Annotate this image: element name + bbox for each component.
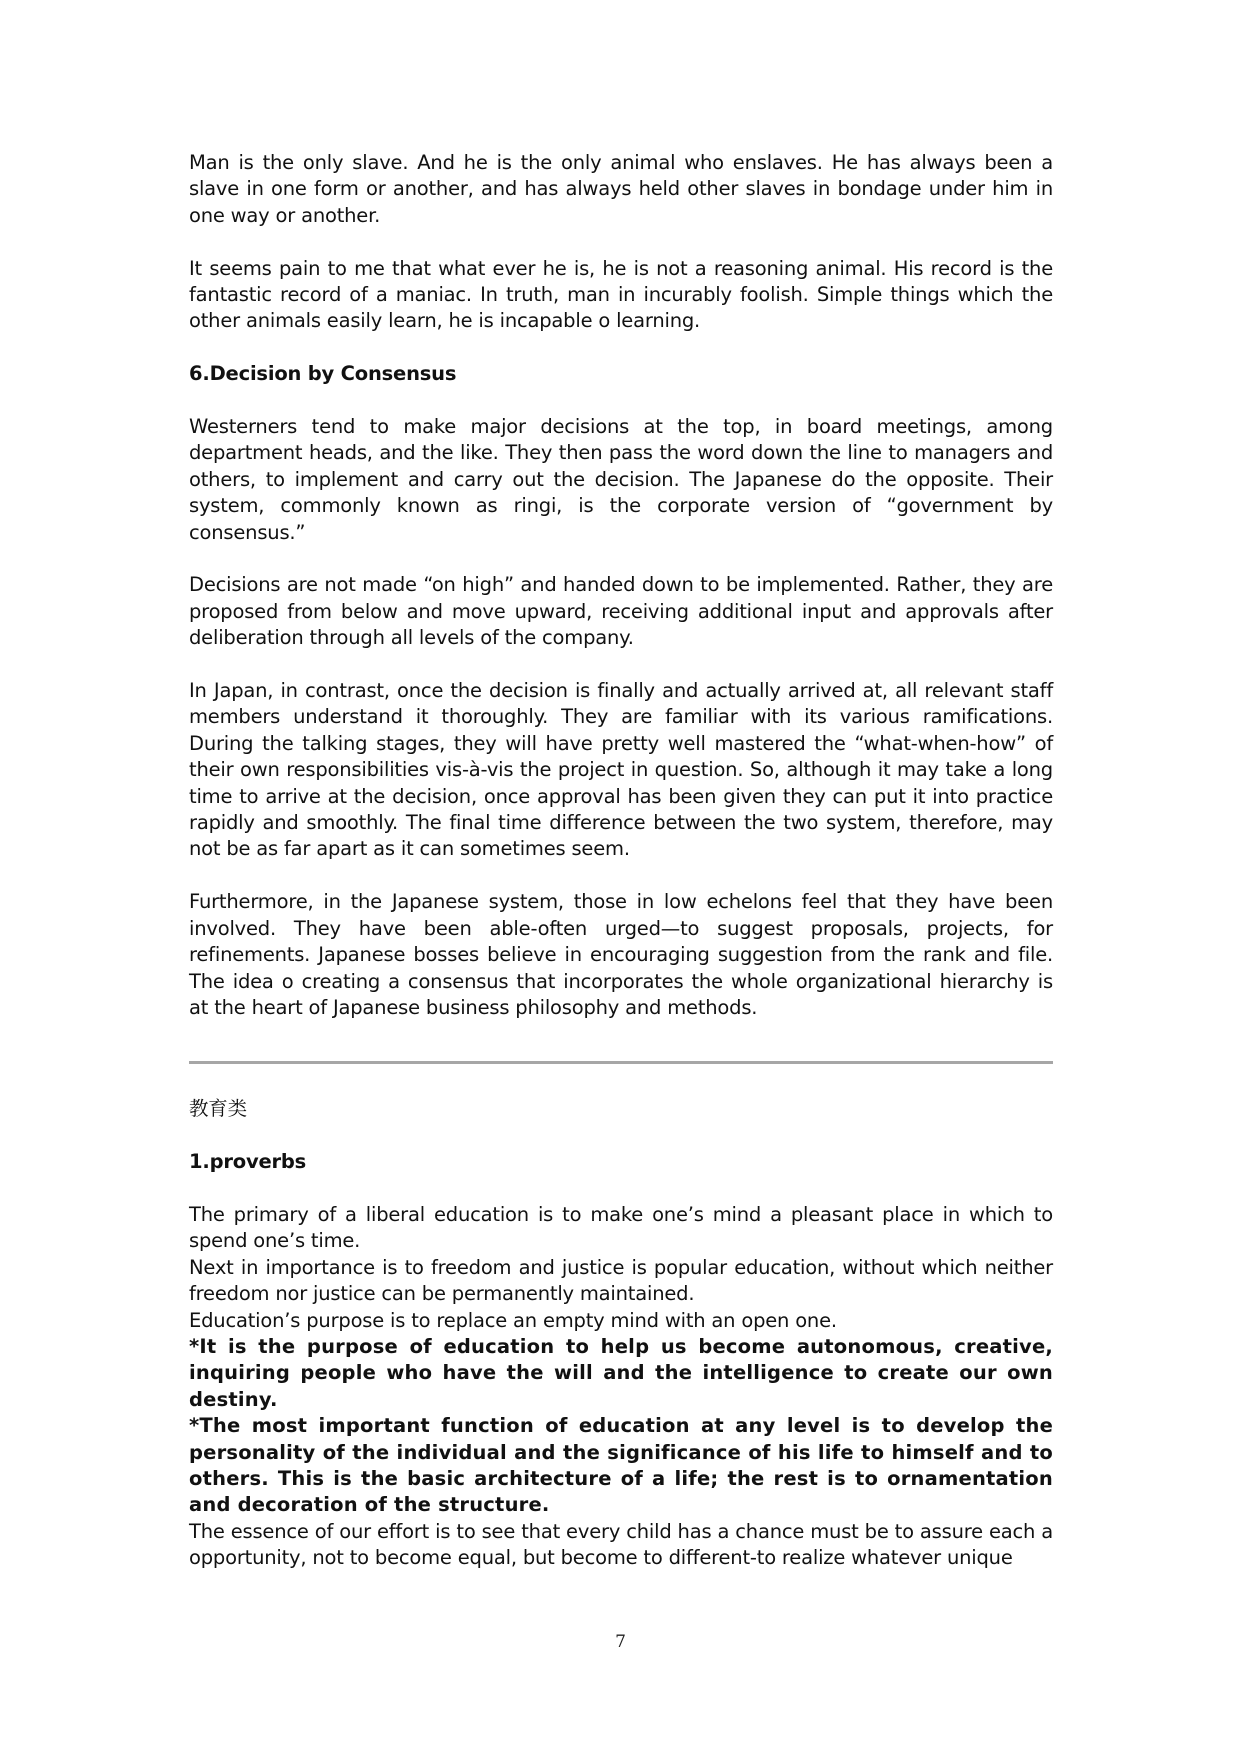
paragraph: It seems pain to me that what ever he is, he is not a reasoning animal. His record is the fantastic record of a maniac. In truth, man in incurably foolish. Simple things which the other animals easily learn, he is incapable o learning. [189, 256, 1053, 333]
section-heading: 1.proverbs [189, 1150, 307, 1174]
category-title: 教育类 [189, 1097, 247, 1121]
paragraph: In Japan, in contrast, once the decision is finally and actually arrived at, all relevant staff members understand it thoroughly. They are familiar with its various ramifications. During the talking stages, they will have pretty well mastered the “what-when-how” of their own responsibilities vis-à-vis the project in question. So, although it may take a long time to arrive at the decision, once approval has been given they can put it into practice rapidly and smoothly. The final time difference between the two system, therefore, may not be as far apart as it can sometimes seem. [189, 679, 1053, 861]
paragraph: Furthermore, in the Japanese system, those in low echelons feel that they have been involved. They have been able-often urged—to suggest proposals, projects, for refinements. Japanese bosses believe in encouraging suggestion from the rank and file. The idea o creating a consensus that incorporates the whole organizational hierarchy is at the heart of Japanese business philosophy and methods. [189, 890, 1053, 1019]
section-heading: 6.Decision by Consensus [189, 362, 457, 386]
paragraph: Decisions are not made “on high” and handed down to be implemented. Rather, they are proposed from below and move upward, receiving additional input and approvals after deliberation through all levels of the company. [189, 573, 1053, 650]
proverb-line: Next in importance is to freedom and justice is popular education, without which neither freedom nor justice can be permanently maintained. [189, 1255, 1053, 1306]
page-number: 7 [615, 1632, 626, 1652]
proverb-line: The essence of our effort is to see that every child has a chance must be to assure each a opportunity, not to become equal, but become to different-to realize whatever unique [189, 1519, 1053, 1570]
section-divider [189, 1061, 1053, 1064]
proverb-line-bold: *It is the purpose of education to help us become autonomous, creative, inquiring people who have the will and the intelligence to create our own destiny. [189, 1334, 1053, 1411]
paragraph: Westerners tend to make major decisions at the top, in board meetings, among department heads, and the like. They then pass the word down the line to managers and others, to implement and carry out the decision. The Japanese do the opposite. Their system, commonly known as ringi, is the corporate version of “government by consensus.” [189, 415, 1053, 544]
paragraph: Man is the only slave. And he is the only animal who enslaves. He has always been a slave in one form or another, and has always held other slaves in bondage under him in one way or another. [189, 151, 1053, 227]
proverb-line-bold: *The most important function of education at any level is to develop the personality of the individual and the significance of his life to himself and to others. This is the basic architecture of a life; the rest is to ornamentation and decoration of the structure. [189, 1414, 1053, 1517]
document-page [189, 150, 1053, 1572]
proverb-line: The primary of a liberal education is to make one’s mind a pleasant place in which to spend one’s time. [189, 1202, 1053, 1253]
proverb-line: Education’s purpose is to replace an empty mind with an open one. [189, 1308, 837, 1332]
